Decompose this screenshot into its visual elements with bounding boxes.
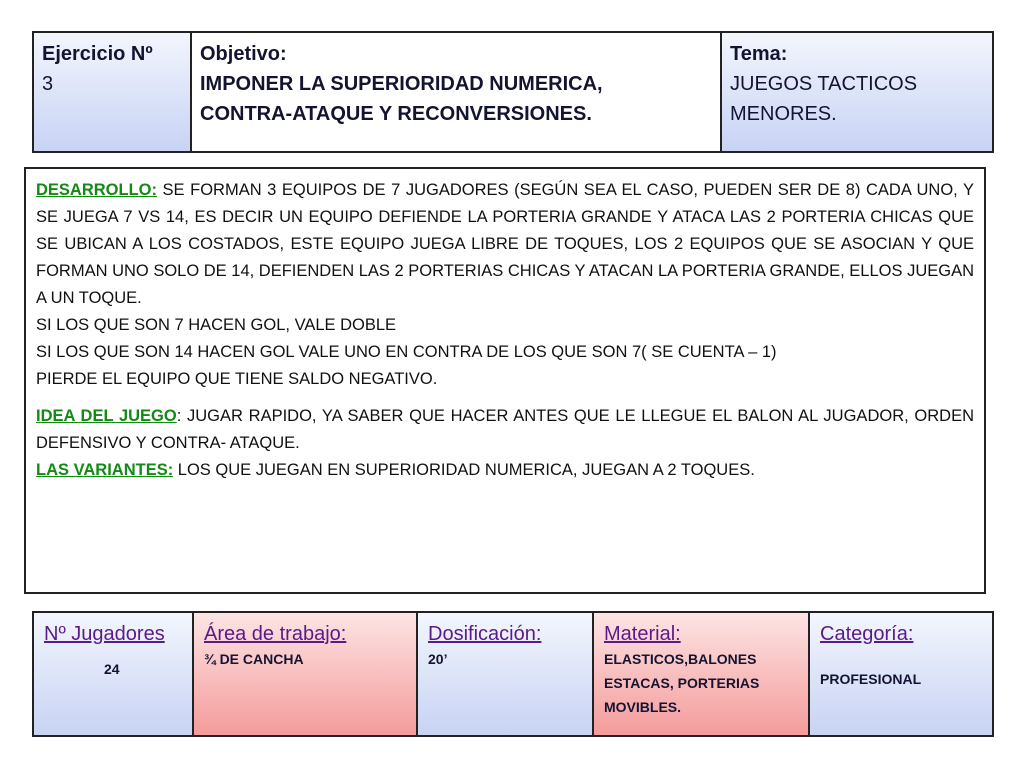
- objective-cell: [192, 33, 722, 151]
- description-box: [24, 167, 986, 594]
- desarrollo-label: DESARROLLO:: [36, 181, 157, 199]
- variantes-label: LAS VARIANTES:: [36, 461, 174, 479]
- idea-text: : JUGAR RAPIDO, YA SABER QUE HACER ANTES QUE LE LLEGUE EL BALON AL JUGADOR, ORDEN DEFENSIVO Y CONTRA- ATAQUE.: [36, 407, 974, 452]
- category-value: PROFESIONAL: [820, 671, 922, 687]
- footer-table: [32, 611, 994, 737]
- rule-2: SI LOS QUE SON 14 HACEN GOL VALE UNO EN CONTRA DE LOS QUE SON 7( SE CUENTA – 1): [36, 343, 777, 361]
- theme-cell: [722, 33, 992, 151]
- rule-3: PIERDE EL EQUIPO QUE TIENE SALDO NEGATIVO.: [36, 370, 438, 388]
- area-value: ¾ DE CANCHA: [204, 651, 304, 667]
- material-value: ELASTICOS,BALONES ESTACAS, PORTERIAS MOVIBLES.: [604, 651, 760, 715]
- theme-line-2: MENORES.: [730, 103, 837, 125]
- idea-label: IDEA DEL JUEGO: [36, 407, 177, 425]
- rule-1: SI LOS QUE SON 7 HACEN GOL, VALE DOBLE: [36, 316, 397, 334]
- exercise-cell: [34, 33, 192, 151]
- category-cell: [810, 613, 992, 735]
- theme-line-1: JUEGOS TACTICOS: [730, 73, 918, 95]
- area-label: Área de trabajo:: [204, 623, 347, 645]
- players-cell: [34, 613, 194, 735]
- material-label: Material:: [604, 623, 681, 645]
- players-label: Nº Jugadores: [44, 623, 165, 645]
- exercise-value: 3: [42, 73, 54, 95]
- dose-cell: [418, 613, 594, 735]
- category-label: Categoría:: [820, 623, 914, 645]
- players-value: 24: [104, 661, 120, 677]
- idea-paragraph: [36, 403, 974, 457]
- theme-label: Tema:: [730, 43, 788, 65]
- header-table: [32, 31, 994, 153]
- material-cell: [594, 613, 810, 735]
- objective-label: Objetivo:: [200, 43, 287, 65]
- desarrollo-text: SE FORMAN 3 EQUIPOS DE 7 JUGADORES (SEGÚN SEA EL CASO, PUEDEN SER DE 8) CADA UNO, Y SE JUEGA 7 VS 14, ES DECIR UN EQUIPO DEFIENDE LA PORTERIA GRANDE Y ATACA LAS 2 PORTERIA CHICAS QUE SE UBICAN A LOS COSTADOS, ESTE EQUIPO JUEGA LIBRE DE TOQUES, LOS 2 EQUIPOS QUE SE ASOCIAN Y QUE FORMAN UNO SOLO DE 14, DEFIENDEN LAS 2 PORTERIAS CHICAS Y ATACAN LA PORTERIA GRANDE, ELLOS JUEGAN A UN TOQUE.: [36, 181, 975, 307]
- variantes-paragraph: [36, 457, 974, 484]
- objective-line-1: IMPONER LA SUPERIORIDAD NUMERICA,: [200, 73, 603, 95]
- area-cell: [194, 613, 418, 735]
- variantes-text: LOS QUE JUEGAN EN SUPERIORIDAD NUMERICA, JUEGAN A 2 TOQUES.: [173, 461, 755, 479]
- dose-label: Dosificación:: [428, 623, 542, 645]
- dose-value: 20’: [428, 651, 448, 667]
- exercise-label: Ejercicio Nº: [42, 43, 153, 65]
- objective-line-2: CONTRA-ATAQUE Y RECONVERSIONES.: [200, 103, 592, 125]
- desarrollo-paragraph: [36, 177, 974, 312]
